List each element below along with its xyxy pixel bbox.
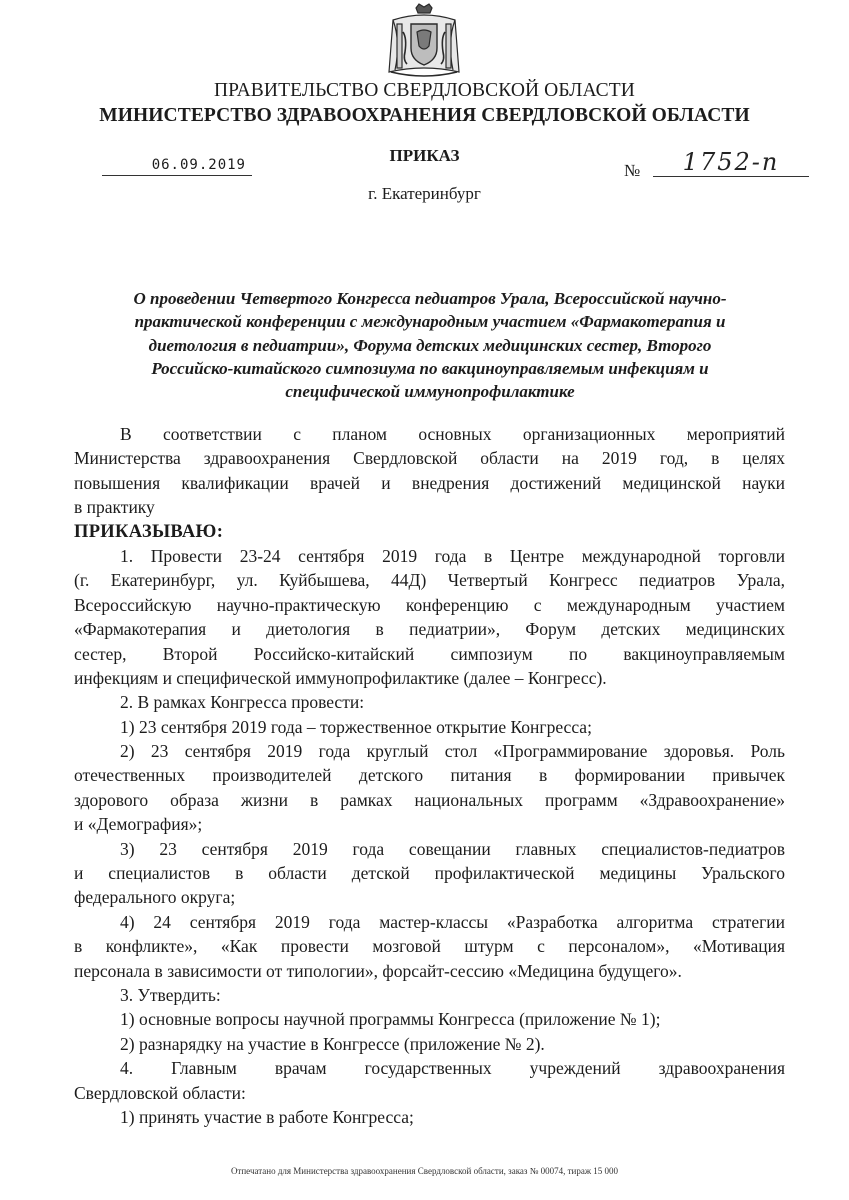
paragraph-2-item-3-line: 3) 23 сентября 2019 года совещании главных специалистов-педиатров — [120, 838, 785, 859]
intro-line: в практику — [74, 497, 155, 518]
paragraph-2-item-4-line: 4) 24 сентября 2019 года мастер-классы «Разработка алгоритма стратегии — [120, 911, 785, 932]
paragraph-1-line: инфекциям и специфической иммунопрофилактике (далее – Конгресс). — [74, 667, 607, 688]
paragraph-1-line: сестер, Второй Российско-китайский симпозиум по вакциноуправляемым — [74, 643, 785, 664]
paragraph-2-item-2-line: 2) 23 сентября 2019 года круглый стол «Программирование здоровья. Роль — [120, 741, 785, 762]
order-number: 1752-п — [653, 148, 809, 177]
intro-line: повышения квалификации врачей и внедрения достижений медицинской науки — [74, 472, 785, 493]
paragraph-2-item-4-line: в конфликте», «Как провести мозговой штурм с персоналом», «Мотивация — [74, 936, 785, 957]
paragraph-2-item-3-line: и специалистов в области детской профилактической медицины Уральского — [74, 863, 785, 884]
order-body — [74, 422, 785, 1129]
paragraph-2-item-2-line: и «Демография»; — [74, 814, 203, 835]
paragraph-4-line: Свердловской области: — [74, 1082, 246, 1103]
print-footer: Отпечатано для Министерства здравоохранения Свердловской области, заказ № 00074, тираж 15 000 — [230, 1166, 619, 1176]
paragraph-4-line: 4. Главным врачам государственных учреждений здравоохранения — [120, 1058, 785, 1079]
order-subject — [70, 287, 790, 403]
paragraph-2-item-1: 1) 23 сентября 2019 года – торжественное открытие Конгресса; — [120, 716, 592, 737]
government-title: ПРАВИТЕЛЬСТВО СВЕРДЛОВСКОЙ ОБЛАСТИ — [213, 80, 635, 101]
order-city: г. Екатеринбург — [368, 184, 481, 203]
paragraph-2-item-2-line: здорового образа жизни в рамках национальных программ «Здравоохранение» — [74, 789, 785, 810]
paragraph-2-item-2-line: отечественных производителей детского питания в формировании привычек — [74, 765, 785, 786]
paragraph-2-item-4-line: персонала в зависимости от типологии», форсайт-сессию «Медицина будущего». — [74, 960, 682, 981]
subject-line: диетология в педиатрии», Форума детских медицинских сестер, Второго — [148, 335, 712, 355]
decree-heading: ПРИКАЗЫВАЮ: — [74, 521, 224, 542]
paragraph-1-line: 1. Провести 23-24 сентября 2019 года в Центре международной торговли — [120, 545, 785, 566]
document-type: ПРИКАЗ — [389, 146, 460, 165]
subject-line: О проведении Четвертого Конгресса педиатров Урала, Всероссийской научно- — [133, 289, 727, 308]
order-date: 06.09.2019 — [102, 154, 252, 176]
subject-line: практической конференции с международным участием «Фармакотерапия и — [134, 312, 726, 332]
intro-line: В соответствии с планом основных организационных мероприятий — [120, 424, 785, 444]
order-number-sign: № — [624, 161, 641, 180]
intro-line: Министерства здравоохранения Свердловской области на 2019 год, в целях — [74, 448, 785, 469]
ministry-title: МИНИСТЕРСТВО ЗДРАВООХРАНЕНИЯ СВЕРДЛОВСКОЙ ОБЛАСТИ — [99, 105, 750, 126]
paragraph-2-item-3-line: федерального округа; — [74, 887, 236, 908]
paragraph-1-line: Всероссийскую научно-практическую конференцию с международным участием — [74, 594, 785, 615]
paragraph-4-item-1: 1) принять участие в работе Конгресса; — [120, 1106, 414, 1127]
paragraph-1-line: «Фармакотерапия и диетология в педиатрии», Форум детских медицинских — [74, 619, 785, 640]
subject-line: Российско-китайского симпозиума по вакциноуправляемым инфекциям и — [151, 358, 709, 378]
paragraph-3-item-2: 2) разнарядку на участие в Конгрессе (приложение № 2). — [120, 1033, 545, 1054]
paragraph-1-line: (г. Екатеринбург, ул. Куйбышева, 44Д) Четвертый Конгресс педиатров Урала, — [74, 570, 785, 591]
subject-line: специфической иммунопрофилактике — [285, 382, 575, 402]
paragraph-3-item-1: 1) основные вопросы научной программы Конгресса (приложение № 1); — [120, 1009, 661, 1030]
paragraph-2: 2. В рамках Конгресса провести: — [120, 692, 365, 713]
sverdlovsk-coat-of-arms-icon — [383, 2, 465, 80]
paragraph-3: 3. Утвердить: — [120, 984, 221, 1005]
